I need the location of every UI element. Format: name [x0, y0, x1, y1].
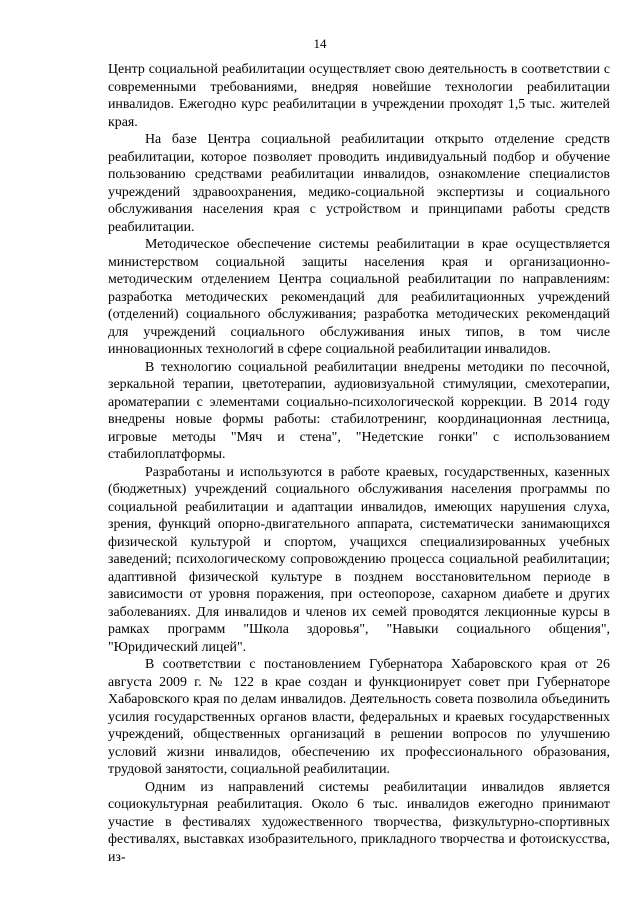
document-body: [108, 61, 610, 866]
paragraph-rehab-programs: Разработаны и используются в работе краевых, государственных, казенных (бюджетных) учреждений социального обслуживания населения программы по социальной реабилитации и адаптации инвалидов, имеющих нарушения слуха, зрения, функций опорно-двигательного аппарата, систематически занимающихся физической культурой и спортом, учащихся специализированных учебных заведений; психологическому сопровождению процесса социальной реабилитации; адаптивной физической культуре в позднем восстановительном периоде в зависимости от уровня поражения, при остеопорозе, сахарном диабете и других заболеваниях. Для инвалидов и членов их семей проводятся лекционные курсы в рамках программ "Школа здоровья", "Навыки социального общения", "Юридический лицей".: [108, 464, 610, 655]
paragraph-rehab-center: Центр социальной реабилитации осуществляет свою деятельность в соответствии с современными требованиями, внедряя новейшие технологии реабилитации инвалидов. Ежегодно курс реабилитации в учреждении проходят 1,5 тыс. жителей края.: [108, 62, 610, 130]
paragraph-methodical-support: Методическое обеспечение системы реабилитации в крае осуществляется министерством социальной защиты населения края и организационно-методическим отделением Центра социальной реабилитации по направлениям: разработка методических рекомендаций для реабилитационных учреждений (отделений) социального обслуживания; разработка методических рекомендаций для учреждений социального обслуживания иных типов, в том числе инновационных технологий в сфере социальной реабилитации инвалидов.: [108, 237, 610, 357]
page-number: 14: [313, 36, 327, 51]
paragraph-rehab-technologies: В технологию социальной реабилитации внедрены методики по песочной, зеркальной терапии, цветотерапии, аудиовизуальной стимуляции, смехотерапии, ароматерапии с элементами социально-психологической коррекции. В 2014 году внедрены новые формы работы: стабилотренинг, координационная лестница, игровые методы "Мяч и стена", "Недетские гонки" с использованием стабилоплатформы.: [108, 359, 610, 462]
paragraph-governor-council: В соответствии с постановлением Губернатора Хабаровского края от 26 августа 2009 г. № 122 в крае создан и функционирует совет при Губернаторе Хабаровского края по делам инвалидов. Деятельность совета позволила объединить усилия государственных органов власти, федеральных и краевых государственных учреждений, общественных организаций в решении вопросов по улучшению условий жизни инвалидов, обеспечению их профессионального образования, трудовой занятости, социальной реабилитации.: [108, 657, 610, 777]
paragraph-sociocultural-rehab: Одним из направлений системы реабилитации инвалидов является социокультурная реабилитация. Около 6 тыс. инвалидов ежегодно принимают участие в фестивалях художественного творчества, физкультурно-спортивных фестивалях, выставках изобразительного, прикладного творчества и фотоискусства, из-: [108, 779, 610, 865]
paragraph-rehab-means-department: На базе Центра социальной реабилитации открыто отделение средств реабилитации, которое позволяет проводить индивидуальный подбор и обучение пользованию средствами реабилитации инвалидов, ознакомление специалистов учреждений здравоохранения, медико-социальной экспертизы и социального обслуживания населения края с устройством и принципами работы средств реабилитации.: [108, 132, 610, 235]
